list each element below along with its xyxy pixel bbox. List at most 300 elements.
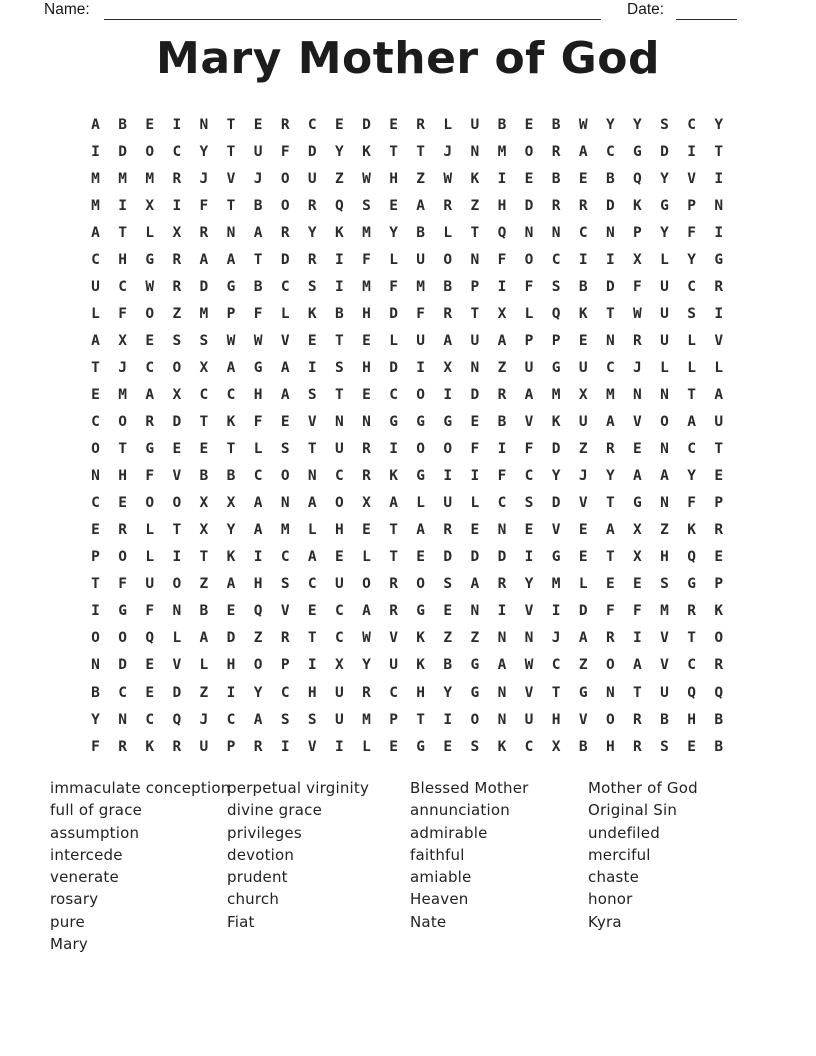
grid-letter[interactable]: Y xyxy=(362,657,371,674)
grid-letter[interactable]: P xyxy=(714,495,724,512)
grid-letter[interactable]: E xyxy=(605,576,615,593)
grid-letter[interactable]: Y xyxy=(633,116,642,133)
grid-letter[interactable]: I xyxy=(307,359,317,376)
grid-letter[interactable]: G xyxy=(145,441,155,458)
grid-letter[interactable]: K xyxy=(416,657,426,674)
grid-letter[interactable]: R xyxy=(280,116,290,133)
grid-letter[interactable]: I xyxy=(578,251,588,268)
grid-letter[interactable]: G xyxy=(416,603,426,620)
grid-letter[interactable]: S xyxy=(307,386,317,403)
grid-letter[interactable]: L xyxy=(280,305,290,322)
grid-letter[interactable]: B xyxy=(91,684,100,701)
grid-letter[interactable]: A xyxy=(443,332,453,349)
grid-letter[interactable]: P xyxy=(226,738,236,755)
grid-letter[interactable]: K xyxy=(335,224,344,241)
grid-letter[interactable]: T xyxy=(91,359,100,376)
grid-letter[interactable]: H xyxy=(687,711,696,728)
grid-letter[interactable]: R xyxy=(497,386,507,403)
grid-letter[interactable]: O xyxy=(118,630,127,647)
grid-letter[interactable]: N xyxy=(118,711,127,728)
grid-letter[interactable]: U xyxy=(253,143,263,160)
grid-letter[interactable]: U xyxy=(660,305,669,322)
grid-letter[interactable]: H xyxy=(660,549,669,566)
grid-letter[interactable]: X xyxy=(118,332,127,349)
grid-letter[interactable]: N xyxy=(497,630,507,647)
grid-letter[interactable]: Y xyxy=(335,143,344,160)
grid-letter[interactable]: H xyxy=(497,197,507,214)
grid-letter[interactable]: M xyxy=(91,197,100,214)
grid-letter[interactable]: Y xyxy=(660,170,669,187)
grid-letter[interactable]: I xyxy=(687,143,696,160)
grid-letter[interactable]: N xyxy=(470,251,480,268)
grid-letter[interactable]: V xyxy=(307,414,317,431)
grid-letter[interactable]: V xyxy=(551,522,561,539)
grid-letter[interactable]: E xyxy=(443,603,453,620)
grid-letter[interactable]: L xyxy=(253,441,263,458)
grid-letter[interactable]: D xyxy=(118,657,127,674)
grid-letter[interactable]: D xyxy=(605,197,615,214)
grid-letter[interactable]: K xyxy=(687,522,696,539)
grid-letter[interactable]: B xyxy=(416,224,426,241)
grid-letter[interactable]: C xyxy=(145,711,155,728)
grid-letter[interactable]: R xyxy=(633,332,642,349)
grid-letter[interactable]: G xyxy=(687,576,696,593)
grid-letter[interactable]: X xyxy=(633,251,642,268)
grid-letter[interactable]: F xyxy=(470,441,480,458)
grid-letter[interactable]: A xyxy=(687,414,696,431)
grid-letter[interactable]: C xyxy=(118,684,127,701)
grid-letter[interactable]: N xyxy=(524,630,534,647)
grid-letter[interactable]: G xyxy=(389,414,398,431)
grid-letter[interactable]: R xyxy=(307,251,317,268)
grid-letter[interactable]: U xyxy=(660,278,669,295)
grid-letter[interactable]: I xyxy=(91,143,100,160)
grid-letter[interactable]: L xyxy=(714,359,724,376)
grid-letter[interactable]: N xyxy=(470,359,480,376)
grid-letter[interactable]: L xyxy=(91,305,100,322)
grid-letter[interactable]: Z xyxy=(172,305,182,322)
grid-letter[interactable]: K xyxy=(416,630,426,647)
grid-letter[interactable]: O xyxy=(145,305,155,322)
grid-letter[interactable]: P xyxy=(524,332,534,349)
grid-letter[interactable]: R xyxy=(199,224,209,241)
grid-letter[interactable]: H xyxy=(335,522,344,539)
grid-letter[interactable]: X xyxy=(633,549,642,566)
grid-letter[interactable]: M xyxy=(660,603,669,620)
grid-letter[interactable]: S xyxy=(172,332,182,349)
grid-letter[interactable]: N xyxy=(280,495,290,512)
grid-letter[interactable]: E xyxy=(145,116,155,133)
grid-letter[interactable]: L xyxy=(416,495,426,512)
grid-letter[interactable]: Y xyxy=(524,576,534,593)
grid-letter[interactable]: T xyxy=(335,332,344,349)
grid-letter[interactable]: D xyxy=(578,603,588,620)
grid-letter[interactable]: O xyxy=(280,468,290,485)
grid-letter[interactable]: S xyxy=(660,576,669,593)
grid-letter[interactable]: E xyxy=(389,738,398,755)
grid-letter[interactable]: T xyxy=(91,576,100,593)
grid-letter[interactable]: M xyxy=(551,576,561,593)
grid-letter[interactable]: D xyxy=(199,278,209,295)
grid-letter[interactable]: P xyxy=(633,224,642,241)
grid-letter[interactable]: V xyxy=(578,711,588,728)
grid-letter[interactable]: A xyxy=(633,468,642,485)
grid-letter[interactable]: E xyxy=(714,468,724,485)
grid-letter[interactable]: C xyxy=(497,495,507,512)
grid-letter[interactable]: G xyxy=(416,738,426,755)
grid-letter[interactable]: J xyxy=(253,170,263,187)
grid-letter[interactable]: A xyxy=(416,197,426,214)
grid-letter[interactable]: E xyxy=(524,170,534,187)
grid-letter[interactable]: U xyxy=(335,441,344,458)
grid-letter[interactable]: V xyxy=(172,468,182,485)
grid-letter[interactable]: Q xyxy=(335,197,344,214)
grid-letter[interactable]: D xyxy=(443,549,453,566)
grid-letter[interactable]: M xyxy=(280,522,290,539)
grid-letter[interactable]: L xyxy=(470,495,480,512)
grid-letter[interactable]: T xyxy=(714,441,724,458)
grid-letter[interactable]: I xyxy=(172,116,182,133)
grid-letter[interactable]: X xyxy=(633,522,642,539)
grid-letter[interactable]: I xyxy=(253,549,263,566)
grid-letter[interactable]: T xyxy=(551,684,561,701)
grid-letter[interactable]: Z xyxy=(199,684,209,701)
grid-letter[interactable]: S xyxy=(335,359,344,376)
grid-letter[interactable]: A xyxy=(524,386,534,403)
grid-letter[interactable]: N xyxy=(633,386,642,403)
grid-letter[interactable]: F xyxy=(687,495,696,512)
grid-letter[interactable]: O xyxy=(470,711,480,728)
grid-letter[interactable]: M xyxy=(551,386,561,403)
grid-letter[interactable]: A xyxy=(253,495,263,512)
grid-letter[interactable]: N xyxy=(226,224,236,241)
grid-letter[interactable]: C xyxy=(91,251,100,268)
grid-letter[interactable]: D xyxy=(524,197,534,214)
grid-letter[interactable]: R xyxy=(633,711,642,728)
grid-letter[interactable]: C xyxy=(226,386,236,403)
grid-letter[interactable]: T xyxy=(199,414,209,431)
grid-letter[interactable]: O xyxy=(253,657,263,674)
grid-letter[interactable]: O xyxy=(91,630,100,647)
grid-letter[interactable]: F xyxy=(524,441,534,458)
grid-letter[interactable]: U xyxy=(335,576,344,593)
grid-letter[interactable]: T xyxy=(226,143,236,160)
grid-letter[interactable]: E xyxy=(91,386,100,403)
grid-letter[interactable]: X xyxy=(443,359,453,376)
grid-letter[interactable]: T xyxy=(714,143,724,160)
grid-letter[interactable]: A xyxy=(605,414,615,431)
grid-letter[interactable]: P xyxy=(714,576,724,593)
grid-letter[interactable]: O xyxy=(524,251,534,268)
grid-letter[interactable]: M xyxy=(497,143,507,160)
grid-letter[interactable]: H xyxy=(307,684,317,701)
grid-letter[interactable]: R xyxy=(389,576,398,593)
grid-letter[interactable]: L xyxy=(199,657,209,674)
grid-letter[interactable]: E xyxy=(578,170,588,187)
grid-letter[interactable]: E xyxy=(389,116,398,133)
grid-letter[interactable]: F xyxy=(633,278,642,295)
grid-letter[interactable]: J xyxy=(578,468,588,485)
grid-letter[interactable]: V xyxy=(172,657,182,674)
grid-letter[interactable]: O xyxy=(605,657,615,674)
grid-letter[interactable]: V xyxy=(280,603,290,620)
grid-letter[interactable]: I xyxy=(443,468,453,485)
grid-letter[interactable]: C xyxy=(551,657,561,674)
grid-letter[interactable]: S xyxy=(199,332,209,349)
grid-letter[interactable]: R xyxy=(551,197,561,214)
grid-letter[interactable]: B xyxy=(199,603,209,620)
grid-letter[interactable]: Y xyxy=(605,468,615,485)
grid-letter[interactable]: S xyxy=(443,576,453,593)
grid-letter[interactable]: A xyxy=(91,116,100,133)
grid-letter[interactable]: E xyxy=(307,603,317,620)
grid-letter[interactable]: R xyxy=(551,143,561,160)
grid-letter[interactable]: L xyxy=(660,251,669,268)
grid-letter[interactable]: T xyxy=(687,630,696,647)
grid-letter[interactable]: J xyxy=(199,170,209,187)
grid-letter[interactable]: I xyxy=(470,468,480,485)
grid-letter[interactable]: H xyxy=(253,386,263,403)
grid-letter[interactable]: H xyxy=(389,170,398,187)
grid-letter[interactable]: C xyxy=(389,684,398,701)
grid-letter[interactable]: A xyxy=(605,522,615,539)
grid-letter[interactable]: N xyxy=(470,143,480,160)
grid-letter[interactable]: T xyxy=(172,522,182,539)
grid-letter[interactable]: D xyxy=(118,143,127,160)
grid-letter[interactable]: V xyxy=(307,738,317,755)
grid-letter[interactable]: Z xyxy=(578,657,588,674)
grid-letter[interactable]: C xyxy=(335,630,344,647)
grid-letter[interactable]: A xyxy=(253,224,263,241)
grid-letter[interactable]: I xyxy=(497,603,507,620)
grid-letter[interactable]: X xyxy=(335,657,344,674)
grid-letter[interactable]: R xyxy=(633,738,642,755)
grid-letter[interactable]: E xyxy=(714,549,724,566)
grid-letter[interactable]: S xyxy=(307,278,317,295)
grid-letter[interactable]: U xyxy=(199,738,209,755)
grid-letter[interactable]: K xyxy=(470,170,480,187)
grid-letter[interactable]: S xyxy=(551,278,561,295)
grid-letter[interactable]: N xyxy=(307,468,317,485)
grid-letter[interactable]: L xyxy=(389,251,398,268)
grid-letter[interactable]: R xyxy=(497,576,507,593)
grid-letter[interactable]: N xyxy=(660,386,669,403)
grid-letter[interactable]: T xyxy=(226,197,236,214)
grid-letter[interactable]: A xyxy=(578,630,588,647)
grid-letter[interactable]: C xyxy=(687,441,696,458)
grid-letter[interactable]: C xyxy=(280,549,290,566)
grid-letter[interactable]: F xyxy=(416,305,426,322)
grid-letter[interactable]: U xyxy=(524,711,534,728)
grid-letter[interactable]: R xyxy=(605,630,615,647)
grid-letter[interactable]: Z xyxy=(335,170,344,187)
grid-letter[interactable]: O xyxy=(91,441,100,458)
grid-letter[interactable]: S xyxy=(280,711,290,728)
grid-letter[interactable]: R xyxy=(172,251,182,268)
grid-letter[interactable]: F xyxy=(497,468,507,485)
grid-letter[interactable]: Y xyxy=(687,468,696,485)
grid-letter[interactable]: F xyxy=(633,603,642,620)
grid-letter[interactable]: W xyxy=(578,116,588,133)
grid-letter[interactable]: G xyxy=(145,251,155,268)
grid-letter[interactable]: D xyxy=(172,414,182,431)
grid-letter[interactable]: M xyxy=(362,278,371,295)
grid-letter[interactable]: L xyxy=(362,738,371,755)
grid-letter[interactable]: A xyxy=(470,576,480,593)
grid-letter[interactable]: B xyxy=(497,116,507,133)
grid-letter[interactable]: M xyxy=(605,386,615,403)
grid-letter[interactable]: T xyxy=(307,630,317,647)
grid-letter[interactable]: T xyxy=(470,224,480,241)
grid-letter[interactable]: D xyxy=(389,359,398,376)
grid-letter[interactable]: R xyxy=(280,224,290,241)
grid-letter[interactable]: O xyxy=(660,414,669,431)
grid-letter[interactable]: L xyxy=(145,522,155,539)
grid-letter[interactable]: A xyxy=(714,386,724,403)
grid-letter[interactable]: S xyxy=(280,576,290,593)
grid-letter[interactable]: O xyxy=(118,549,127,566)
grid-letter[interactable]: X xyxy=(551,738,561,755)
grid-letter[interactable]: P xyxy=(687,197,696,214)
grid-letter[interactable]: S xyxy=(524,495,534,512)
grid-letter[interactable]: G xyxy=(118,603,127,620)
grid-letter[interactable]: T xyxy=(605,495,615,512)
grid-letter[interactable]: R xyxy=(362,684,371,701)
grid-letter[interactable]: V xyxy=(660,657,669,674)
grid-letter[interactable]: R xyxy=(443,197,453,214)
grid-letter[interactable]: L xyxy=(687,359,696,376)
grid-letter[interactable]: C xyxy=(145,359,155,376)
grid-letter[interactable]: T xyxy=(605,305,615,322)
grid-letter[interactable]: C xyxy=(578,224,588,241)
grid-letter[interactable]: C xyxy=(687,278,696,295)
grid-letter[interactable]: T xyxy=(389,549,398,566)
grid-letter[interactable]: T xyxy=(118,441,127,458)
grid-letter[interactable]: G xyxy=(443,414,453,431)
grid-letter[interactable]: I xyxy=(389,441,398,458)
grid-letter[interactable]: O xyxy=(362,576,371,593)
grid-letter[interactable]: B xyxy=(443,278,453,295)
grid-letter[interactable]: N xyxy=(470,603,480,620)
grid-letter[interactable]: E xyxy=(362,522,371,539)
grid-letter[interactable]: B xyxy=(118,116,127,133)
grid-letter[interactable]: D xyxy=(497,549,507,566)
grid-letter[interactable]: N xyxy=(335,414,344,431)
grid-letter[interactable]: T xyxy=(687,386,696,403)
grid-letter[interactable]: G xyxy=(470,657,480,674)
grid-letter[interactable]: G xyxy=(226,278,236,295)
grid-letter[interactable]: D xyxy=(551,495,561,512)
grid-letter[interactable]: D xyxy=(280,251,290,268)
grid-letter[interactable]: I xyxy=(118,197,127,214)
grid-letter[interactable]: Q xyxy=(172,711,182,728)
grid-letter[interactable]: I xyxy=(443,711,453,728)
grid-letter[interactable]: T xyxy=(199,549,209,566)
grid-letter[interactable]: Q xyxy=(497,224,507,241)
grid-letter[interactable]: C xyxy=(199,386,209,403)
grid-letter[interactable]: H xyxy=(253,576,263,593)
grid-letter[interactable]: Z xyxy=(660,522,669,539)
grid-letter[interactable]: Y xyxy=(687,251,696,268)
grid-letter[interactable]: B xyxy=(578,738,588,755)
grid-letter[interactable]: V xyxy=(714,332,724,349)
grid-letter[interactable]: G xyxy=(578,684,588,701)
grid-letter[interactable]: E xyxy=(578,549,588,566)
grid-letter[interactable]: X xyxy=(199,522,209,539)
grid-letter[interactable]: K xyxy=(497,738,507,755)
grid-letter[interactable]: T xyxy=(118,224,127,241)
grid-letter[interactable]: Y xyxy=(551,468,561,485)
grid-letter[interactable]: T xyxy=(470,305,480,322)
grid-letter[interactable]: O xyxy=(118,414,127,431)
grid-letter[interactable]: L xyxy=(578,576,588,593)
grid-letter[interactable]: I xyxy=(335,738,344,755)
grid-letter[interactable]: E xyxy=(307,332,317,349)
grid-letter[interactable]: J xyxy=(551,630,561,647)
grid-letter[interactable]: I xyxy=(497,441,507,458)
grid-letter[interactable]: T xyxy=(633,684,642,701)
grid-letter[interactable]: U xyxy=(578,359,588,376)
grid-letter[interactable]: A xyxy=(497,657,507,674)
grid-letter[interactable]: A xyxy=(660,468,669,485)
grid-letter[interactable]: O xyxy=(416,386,426,403)
grid-letter[interactable]: N xyxy=(172,603,182,620)
grid-letter[interactable]: M xyxy=(118,170,127,187)
grid-letter[interactable]: R xyxy=(253,738,263,755)
grid-letter[interactable]: C xyxy=(307,576,317,593)
grid-letter[interactable]: A xyxy=(280,359,290,376)
grid-letter[interactable]: L xyxy=(172,630,182,647)
grid-letter[interactable]: K xyxy=(226,549,236,566)
grid-letter[interactable]: O xyxy=(714,630,724,647)
grid-letter[interactable]: P xyxy=(389,711,398,728)
grid-letter[interactable]: E xyxy=(91,522,100,539)
grid-letter[interactable]: W xyxy=(633,305,642,322)
grid-letter[interactable]: E xyxy=(253,116,263,133)
grid-letter[interactable]: O xyxy=(416,576,426,593)
grid-letter[interactable]: D xyxy=(226,630,236,647)
grid-letter[interactable]: B xyxy=(497,414,507,431)
grid-letter[interactable]: C xyxy=(687,116,696,133)
grid-letter[interactable]: J xyxy=(118,359,127,376)
grid-letter[interactable]: A xyxy=(226,359,236,376)
grid-letter[interactable]: I xyxy=(91,603,100,620)
grid-letter[interactable]: K xyxy=(578,305,588,322)
grid-letter[interactable]: V xyxy=(389,630,398,647)
grid-letter[interactable]: E xyxy=(362,332,371,349)
grid-letter[interactable]: V xyxy=(687,170,696,187)
grid-letter[interactable]: C xyxy=(687,657,696,674)
grid-letter[interactable]: I xyxy=(714,170,724,187)
grid-letter[interactable]: M xyxy=(362,711,371,728)
grid-letter[interactable]: L xyxy=(443,224,453,241)
grid-letter[interactable]: I xyxy=(335,251,344,268)
grid-letter[interactable]: J xyxy=(443,143,453,160)
grid-letter[interactable]: Y xyxy=(199,143,209,160)
grid-letter[interactable]: F xyxy=(91,738,100,755)
grid-letter[interactable]: Q xyxy=(687,549,696,566)
grid-letter[interactable]: I xyxy=(497,278,507,295)
grid-letter[interactable]: B xyxy=(226,468,236,485)
grid-letter[interactable]: R xyxy=(714,657,724,674)
grid-letter[interactable]: E xyxy=(145,684,155,701)
grid-letter[interactable]: I xyxy=(416,359,426,376)
grid-letter[interactable]: K xyxy=(551,414,561,431)
grid-letter[interactable]: W xyxy=(226,332,236,349)
grid-letter[interactable]: I xyxy=(172,549,182,566)
grid-letter[interactable]: N xyxy=(524,224,534,241)
grid-letter[interactable]: B xyxy=(253,197,263,214)
